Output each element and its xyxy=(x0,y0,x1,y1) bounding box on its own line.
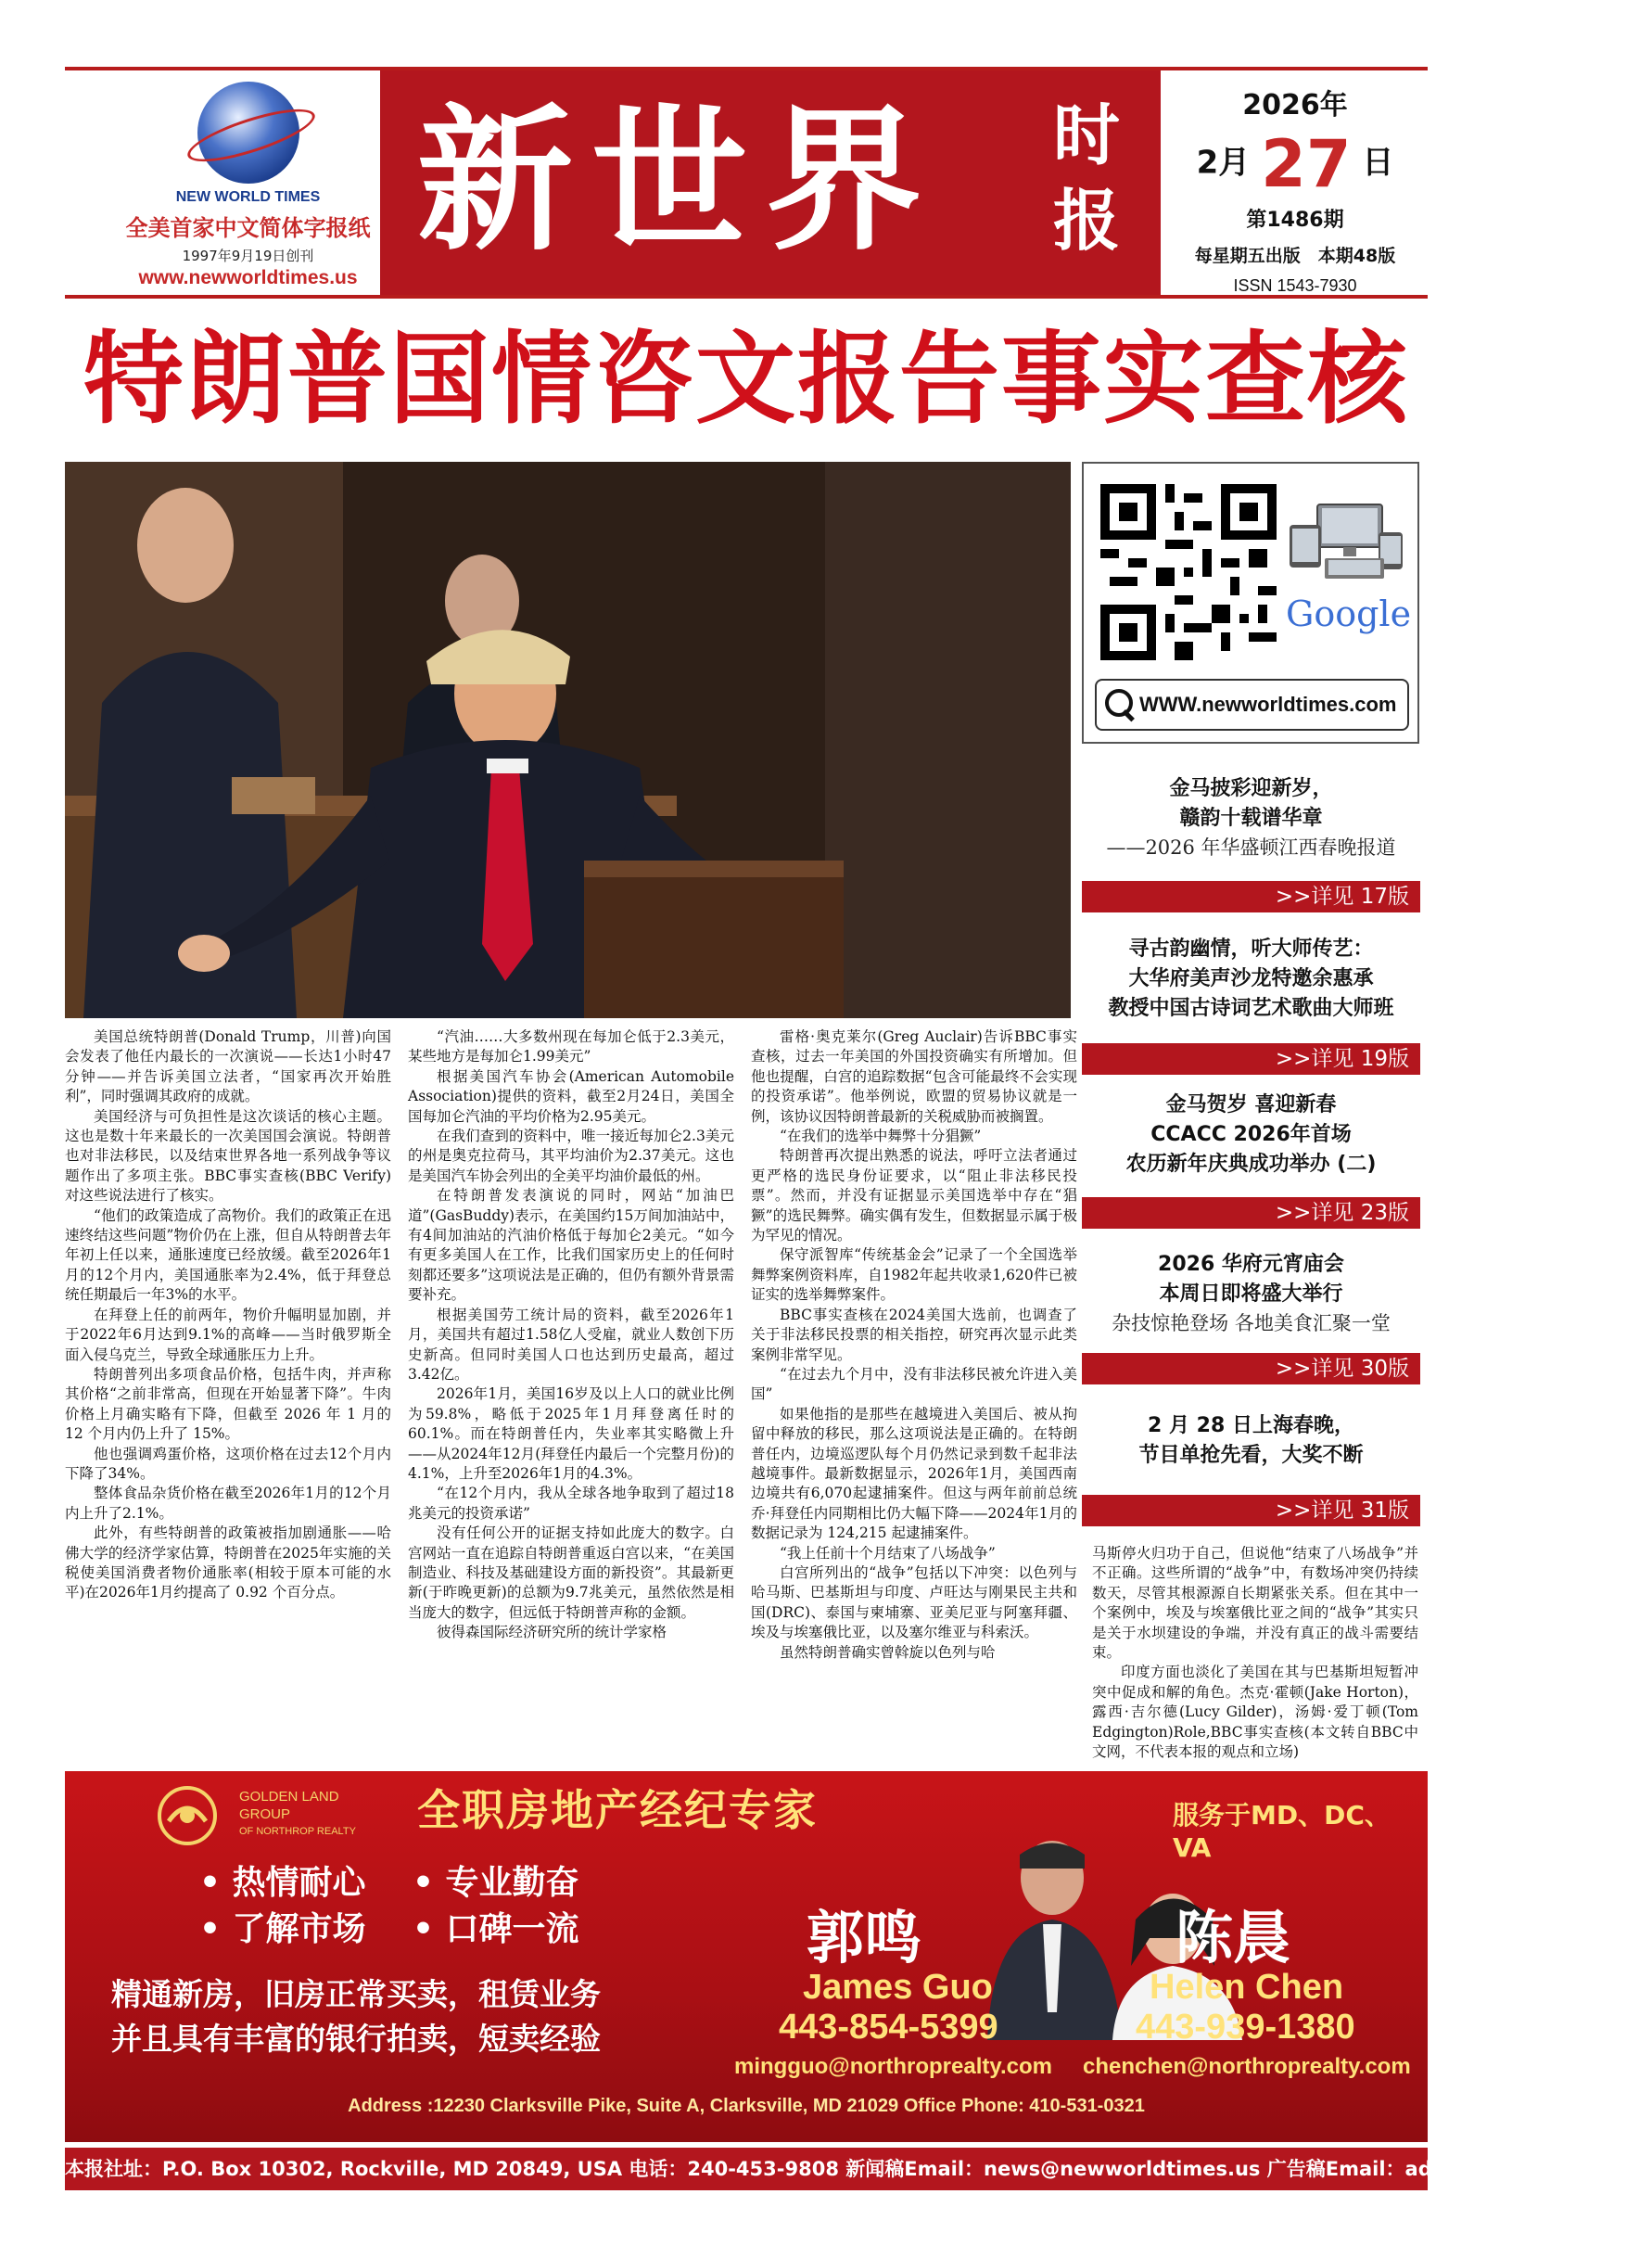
ad-bullet: • 热情耐心 xyxy=(199,1864,366,1902)
promo-17[interactable] xyxy=(1082,774,1420,861)
ad-service-area: 服务于MD、DC、VA xyxy=(1173,1800,1391,1863)
logo-tagline: 全美首家中文简体字报纸 xyxy=(125,215,371,241)
article-paragraph: 没有任何公开的证据支持如此庞大的数字。白宫网站一直在追踪自特朗普重返白宫以来，“在美国制造业、科技及基础建设方面的新投资”。其最新更新(于昨晚更新)的总额为9.7兆美元，虽然依然是相当庞大的数字，但远低于特朗普声称的金额。 xyxy=(408,1524,734,1621)
see-page-23-link[interactable]: >>详见 23版 xyxy=(1082,1197,1420,1229)
ad-brand-line-2: GROUP xyxy=(239,1806,291,1822)
promo-title: 农历新年庆典成功举办 (二) xyxy=(1125,1153,1377,1176)
website-link[interactable]: www.newworldtimes.us xyxy=(138,267,358,288)
article-column-3 xyxy=(751,1027,1077,1663)
promo-31[interactable] xyxy=(1082,1411,1420,1471)
article-paragraph: 雷格·奥克莱尔(Greg Auclair)告诉BBC事实查核，过去一年美国的外国投资确实有所增加。但他也提醒，白宫的追踪数据“包含可能最终不会实现的投资承诺”。他举例说，欧盟的贸易协议就是一例，该协议因特朗普最新的关税威胁而被搁置。 xyxy=(751,1028,1077,1125)
article-paragraph: 保守派智库“传统基金会”记录了一个全国选举舞弊案例资料库，自1982年起共收录1,620件已被证实的选举舞弊案件。 xyxy=(751,1246,1077,1304)
agent-2-chinese-name: 陈晨 xyxy=(1175,1904,1291,1971)
promo-19[interactable] xyxy=(1082,935,1420,1024)
article-paragraph: “汽油……大多数州现在每加仑低于2.3美元，某些地方是每加仑1.99美元” xyxy=(408,1028,734,1065)
lead-photo[interactable] xyxy=(65,462,1071,1018)
promo-title: 金马披彩迎新岁， xyxy=(1169,777,1333,800)
publisher-contact-footer: 本报社址：P.O. Box 10302, Rockville, MD 20849, USA 电话：240-453-9808 新闻稿Email：news@newworldtimes.us 广告稿Email：ad@newworldtimes.us xyxy=(65,2148,1428,2190)
agent-1-chinese-name: 郭鸣 xyxy=(807,1904,922,1971)
article-paragraph: BBC事实查核在2024美国大选前，也调查了关于非法移民投票的相关指控，研究再次显示此类案例非常罕见。 xyxy=(751,1306,1077,1363)
article-paragraph: 美国经济与可负担性是这次谈话的核心主题。这也是数十年来最长的一次美国国会演说。特朗普也对非法移民，以及结束世界各地一系列战争等议题作出了多项主张。BBC事实查核(BBC Verify) 对这些说法进行了核实。 xyxy=(65,1107,391,1205)
issue-day-suffix: 日 xyxy=(1362,144,1394,182)
newspaper-title-side xyxy=(1040,93,1133,263)
article-column-4 xyxy=(1092,1544,1418,1762)
issue-date-block xyxy=(1170,82,1420,296)
see-page-19-link[interactable]: >>详见 19版 xyxy=(1082,1043,1420,1075)
article-paragraph: “他们的政策造成了高物价。我们的政策正在迅速终结这些问题”物价仍在上涨，但自从特朗普去年年初上任以来，通胀速度已经放缓。截至2026年1月的12个月内，美国通胀率为2.4%，低于拜登总统任期最后一年3%的水平。 xyxy=(65,1206,391,1304)
agent-2-email[interactable]: chenchen@northroprealty.com xyxy=(1083,2054,1411,2079)
article-paragraph: 在拜登上任的前两年，物价升幅明显加剧，并于2022年6月达到9.1%的高峰——当时俄罗斯全面入侵乌克兰，导致全球通胀压力上升。 xyxy=(65,1306,391,1363)
established-date: 1997年9月19日创刊 xyxy=(182,248,314,264)
promo-title: 金马贺岁 喜迎新春 xyxy=(1165,1093,1337,1116)
ad-brand-line-1: GOLDEN LAND xyxy=(239,1789,339,1805)
ad-bullet: • 专业勤奋 xyxy=(413,1864,579,1902)
promo-title: 2 月 28 日上海春晚， xyxy=(1148,1414,1354,1437)
promo-title: 寻古韵幽情，听大师传艺： xyxy=(1128,938,1374,961)
issue-day: 27 xyxy=(1261,126,1352,202)
article-paragraph: 白宫所列出的“战争”包括以下冲突：以色列与哈马斯、巴基斯坦与印度、卢旺达与刚果民主共和国(DRC)、泰国与柬埔寨、亚美尼亚与阿塞拜疆、埃及与埃塞俄比亚，以及塞尔维亚与科索沃。 xyxy=(751,1563,1077,1641)
article-paragraph: 特朗普再次提出熟悉的说法，呼吁立法者通过更严格的选民身份证要求，以“阻止非法移民投票”。然而，并没有证据显示美国选举中存在“猖獗”的选民舞弊。确实偶有发生，但数据显示属于极为罕见的情况。 xyxy=(751,1147,1077,1244)
newspaper-logo xyxy=(88,82,408,290)
ad-bullet: • 了解市场 xyxy=(199,1910,366,1948)
real-estate-advertisement[interactable] xyxy=(65,1771,1428,2142)
agent-2-phone[interactable]: 443-939-1380 xyxy=(1136,2008,1355,2047)
article-paragraph: 在我们查到的资料中，唯一接近每加仑2.3美元的州是奥克拉荷马，其平均油价为2.37美元。这也是美国汽车协会列出的全美平均油价最低的州。 xyxy=(408,1128,734,1184)
article-paragraph: 根据美国劳工统计局的资料，截至2026年1月，美国共有超过1.58亿人受雇，就业人数创下历史新高。但同时美国人口也达到历史最高，超过3.42亿。 xyxy=(408,1306,734,1383)
promo-23[interactable] xyxy=(1082,1091,1420,1180)
article-column-2 xyxy=(408,1027,734,1643)
article-paragraph: “我上任前十个月结束了八场战争” xyxy=(780,1544,996,1562)
agent-1-email[interactable]: mingguo@northroprealty.com xyxy=(734,2054,1052,2079)
article-paragraph: “在过去九个月中，没有非法移民被允许进入美国” xyxy=(751,1365,1077,1403)
ad-services-line-2: 并且具有丰富的银行拍卖，短卖经验 xyxy=(111,2021,601,2057)
lead-photo-illustration xyxy=(65,462,1071,1018)
article-paragraph: 美国总统特朗普(Donald Trump，川普)向国会发表了他任内最长的一次演说——长达1小时47分钟——并告诉美国立法者，“国家再次开始胜利”，同时强调其政府的成就。 xyxy=(65,1028,391,1105)
title-side-char-2: 报 xyxy=(1052,181,1120,260)
agent-1-english-name: James Guo xyxy=(803,1968,993,2007)
issue-month-day xyxy=(1170,126,1420,202)
promo-title: 节目单抢先看，大奖不断 xyxy=(1138,1444,1364,1467)
website-search-bar[interactable] xyxy=(1095,679,1409,731)
article-paragraph: 2026年1月，美国16岁及以上人口的就业比例为59.8%，略低于2025年1月拜登离任时的60.1%。而在特朗普任内，失业率其实略微上升——从2024年12月(拜登任内最后一个完整月份)的4.1%，上升至2026年1月的4.3%。 xyxy=(408,1385,734,1482)
promo-30[interactable] xyxy=(1082,1250,1420,1337)
search-icon xyxy=(1102,686,1139,723)
publication-frequency: 每星期五出版 本期48版 xyxy=(1194,246,1396,266)
issue-year: 2026年 xyxy=(1242,89,1348,121)
devices-icon xyxy=(1290,501,1405,584)
promo-title: CCACC 2026年首场 xyxy=(1150,1123,1352,1146)
article-paragraph: 虽然特朗普确实曾斡旋以色列与哈 xyxy=(780,1643,996,1661)
ad-brand-line-3: OF NORTHROP REALTY xyxy=(239,1826,356,1837)
newspaper-title: 新世界 xyxy=(417,88,940,272)
ad-bullet: • 口碑一流 xyxy=(413,1910,579,1948)
article-paragraph: 整体食品杂货价格在截至2026年1月的12个月内上升了2.1%。 xyxy=(65,1485,391,1522)
article-paragraph: 在特朗普发表演说的同时，网站“加油巴道”(GasBuddy)表示，在美国约15万间加油站中，有4间加油站的汽油价格低于每加仑2美元。“如今有更多美国人在工作，比我们国家历史上的任何时刻都还要多”这项说法是正确的，但仍有额外背景需要补充。 xyxy=(408,1187,734,1304)
masthead-bottom-rule xyxy=(65,295,1428,299)
google-logo: Google xyxy=(1286,593,1412,634)
article-column-1 xyxy=(65,1027,391,1603)
front-page-headline[interactable]: 特朗普国情咨文报告事实查核 xyxy=(83,322,1409,438)
article-paragraph: 特朗普列出多项食品价格，包括牛肉，并声称其价格“之前非常高，但现在开始显著下降”。牛肉价格上月确实略有下降，但截至 2026 年 1 月的 12 个月内仍上升了 15%。 xyxy=(65,1365,391,1443)
issue-month: 2月 xyxy=(1196,144,1251,182)
article-paragraph: 他也强调鸡蛋价格，这项价格在过去12个月内下降了34%。 xyxy=(65,1445,391,1482)
promo-subtitle: 杂技惊艳登场 各地美食汇聚一堂 xyxy=(1112,1312,1391,1334)
article-paragraph: 印度方面也淡化了美国在其与巴基斯坦短暂冲突中促成和解的角色。杰克·霍顿(Jake Horton)，露西·吉尔德(Lucy Gilder)，汤姆·爱丁顿(Tom Edgington)Role,BBC事实查核(本文转自BBC中文网，不代表本报的观点和立场) xyxy=(1092,1664,1418,1761)
promo-title: 教授中国古诗词艺术歌曲大师班 xyxy=(1108,997,1394,1020)
promo-title: 大华府美声沙龙特邀余惠承 xyxy=(1128,967,1374,990)
masthead-title-box xyxy=(380,70,1161,295)
article-paragraph: “在12个月内，我从全球各地争取到了超过18兆美元的投资承诺” xyxy=(408,1485,734,1522)
ad-office-address: Address :12230 Clarksville Pike, Suite A, Clarksville, MD 21029 Office Phone: 410-531-0321 xyxy=(348,2096,1145,2116)
agent-1-phone[interactable]: 443-854-5399 xyxy=(779,2008,998,2047)
article-paragraph: 此外，有些特朗普的政策被指加剧通胀——哈佛大学的经济学家估算，特朗普在2025年实施的关税使美国消费者物价通胀率(相较于原本可能的水平)在2026年1月约提高了 0.92 个百分点。 xyxy=(65,1524,391,1601)
globe-icon xyxy=(197,82,299,184)
see-page-30-link[interactable]: >>详见 30版 xyxy=(1082,1353,1420,1384)
article-paragraph: 根据美国汽车协会(American Automobile Association)提供的资料，截至2月24日，美国全国每加仑汽油的平均价格为2.95美元。 xyxy=(408,1067,734,1125)
promo-subtitle: ——2026 年华盛顿江西春晚报道 xyxy=(1106,836,1396,859)
see-page-31-link[interactable]: >>详见 31版 xyxy=(1082,1495,1420,1526)
promo-title: 2026 华府元宵庙会 xyxy=(1158,1253,1344,1276)
ad-title: 全职房地产经纪专家 xyxy=(417,1785,818,1835)
article-paragraph: “在我们的选举中舞弊十分猖獗” xyxy=(780,1128,982,1145)
promo-title: 赣韵十载谱华章 xyxy=(1179,807,1323,830)
see-page-17-link[interactable]: >>详见 17版 xyxy=(1082,881,1420,912)
article-paragraph: 马斯停火归功于自己，但说他“结束了八场战争”并不正确。这些所谓的“战争”中，有数场冲突仍持续数天，尽管其根源源自长期紧张关系。但在其中一个案例中，埃及与埃塞俄比亚之间的“战争”其实只是关于水坝建设的争端，并没有真正的战斗需要结束。 xyxy=(1092,1545,1418,1662)
article-paragraph: 彼得森国际经济研究所的统计学家格 xyxy=(437,1624,667,1641)
ad-services-line-1: 精通新房，旧房正常买卖，租赁业务 xyxy=(111,1976,601,2012)
title-side-char-1: 时 xyxy=(1052,96,1120,174)
logo-english-name: NEW WORLD TIMES xyxy=(175,189,321,205)
website-address[interactable]: WWW.newworldtimes.com xyxy=(1139,693,1397,716)
issn-number: ISSN 1543-7930 xyxy=(1233,276,1357,295)
qr-code[interactable] xyxy=(1100,484,1277,660)
golden-land-logo-icon xyxy=(148,1779,236,1853)
agent-2-english-name: Helen Chen xyxy=(1150,1968,1344,2007)
ad-brand-name xyxy=(239,1788,356,1841)
qr-code-panel[interactable] xyxy=(1082,462,1419,744)
promo-title: 本周日即将盛大举行 xyxy=(1159,1282,1343,1306)
article-paragraph: 如果他指的是那些在越境进入美国后、被从拘留中释放的移民，那么这项说法是正确的。在特朗普任内，边境巡逻队每个月仍然记录到数千起非法越境事件。最新数据显示，2026年1月，美国西南边境共有6,070起逮捕案件。但这与两年前前总统乔·拜登任内同期相比仍大幅下降——2024年1月的数据记录为 124,215 起逮捕案件。 xyxy=(751,1405,1077,1542)
qr-pattern xyxy=(1100,484,1277,660)
issue-number: 第1486期 xyxy=(1246,209,1344,232)
